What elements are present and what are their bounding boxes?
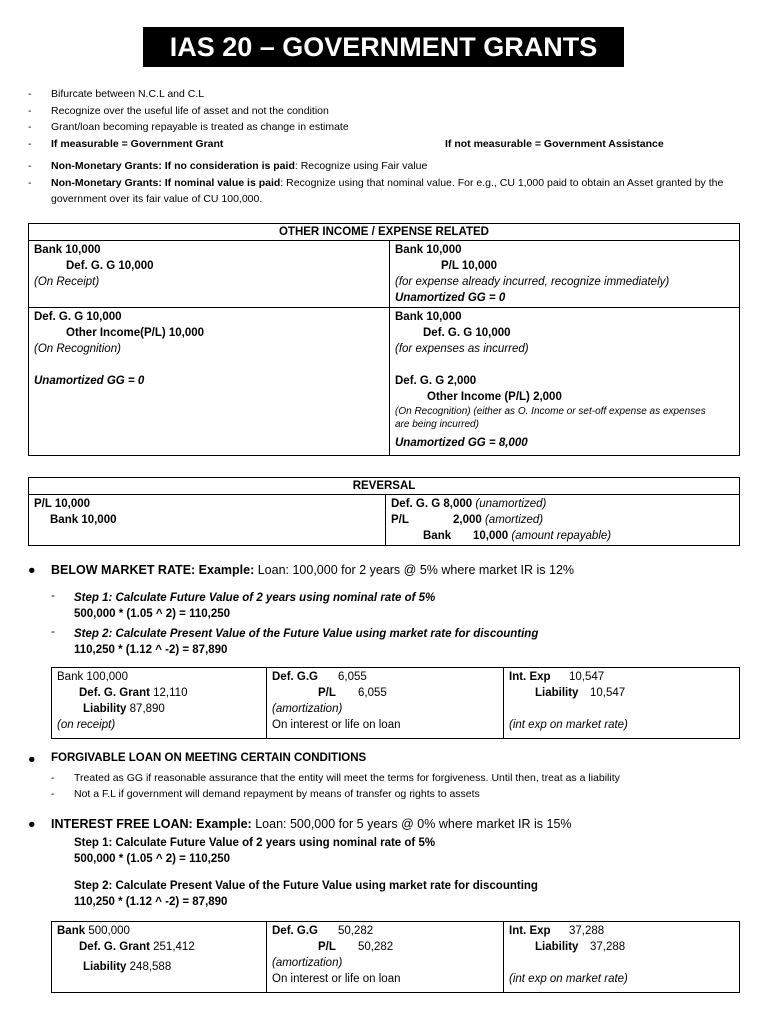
journal-line: Bank 10,000 xyxy=(50,514,117,526)
reversal-table xyxy=(28,477,740,546)
measurable-text: If measurable = Government Grant xyxy=(51,137,224,150)
step-calc: 500,000 * (1.05 ^ 2) = 110,250 xyxy=(74,853,231,865)
journal-line xyxy=(391,512,734,528)
table-cell xyxy=(390,241,740,308)
journal-note: (On Receipt) xyxy=(34,276,100,288)
table-cell xyxy=(52,668,267,739)
list-item: - Bifurcate between N.C.L and C.L xyxy=(28,86,738,103)
journal-account: Int. Exp xyxy=(509,671,551,683)
journal-amount: 50,282 xyxy=(338,925,374,937)
table-header: REVERSAL xyxy=(29,478,740,495)
dash-marker: - xyxy=(51,590,55,602)
journal-account: Liability xyxy=(83,703,127,715)
journal-amount: 10,547 xyxy=(569,671,605,683)
nonmonetary-list xyxy=(28,158,738,208)
unamortized-text: Unamortized GG = 8,000 xyxy=(395,437,528,449)
step-text: Step 2: Calculate Present Value of the Future Value using market rate for discounting xyxy=(74,880,538,892)
journal-amount: 50,282 xyxy=(358,941,394,953)
journal-line xyxy=(391,528,734,544)
journal-line xyxy=(57,923,261,939)
list-item xyxy=(28,136,738,153)
journal-note: (amortized) xyxy=(481,514,544,526)
heading-bold: INTEREST FREE LOAN: Example: xyxy=(51,817,252,831)
journal-line: Bank 10,000 xyxy=(395,311,462,323)
journal-note: (for expenses as incurred) xyxy=(395,343,529,355)
list-item-text: : Recognize using that nominal value. For e.g., CU 1,000 paid to obtain an Asset granted by the government over its fair value of CU 100,000. xyxy=(51,176,724,205)
section-heading xyxy=(51,563,574,577)
list-item-bold: Non-Monetary Grants: If nominal value is paid xyxy=(51,176,281,189)
table-cell xyxy=(267,668,504,739)
journal-line xyxy=(391,496,734,512)
list-item: - Not a F.L if government will demand repayment by means of transfer og rights to assets xyxy=(51,786,751,802)
journal-account: P/L xyxy=(318,687,336,699)
journal-amount: 10,547 xyxy=(590,687,626,699)
step-block xyxy=(51,590,435,622)
income-expense-table xyxy=(28,223,740,456)
heading-text: Loan: 500,000 for 5 years @ 0% where market IR is 15% xyxy=(251,817,572,831)
list-item-bold: Non-Monetary Grants: If no consideration is paid xyxy=(51,160,295,172)
journal-account: Liability xyxy=(535,687,579,699)
table-header: OTHER INCOME / EXPENSE RELATED xyxy=(29,224,740,241)
journal-line xyxy=(57,701,261,717)
list-item xyxy=(28,158,738,175)
dash-marker: - xyxy=(51,626,55,638)
journal-amount: 2,000 xyxy=(453,514,482,526)
below-market-journal-table xyxy=(51,667,740,739)
journal-line: Def. G. G 10,000 xyxy=(34,311,122,323)
journal-note: (amount repayable) xyxy=(508,530,612,542)
journal-line xyxy=(509,685,734,701)
journal-line xyxy=(509,939,734,955)
journal-line: Bank 100,000 xyxy=(57,671,128,683)
unamortized-text: Unamortized GG = 0 xyxy=(395,292,506,304)
step-text: Step 1: Calculate Future Value of 2 years using nominal rate of 5% xyxy=(74,837,436,849)
journal-line: Other Income(P/L) 10,000 xyxy=(66,327,205,339)
journal-account: Def. G.G xyxy=(272,671,319,683)
journal-amount: Def. G. G 8,000 xyxy=(391,498,473,510)
journal-note: (int exp on market rate) xyxy=(509,719,628,731)
journal-amount: 251,412 xyxy=(153,941,195,953)
journal-account: Bank xyxy=(57,925,86,937)
journal-amount: 37,288 xyxy=(590,941,626,953)
journal-note: (amortization) xyxy=(272,957,343,969)
journal-note: (amortization) xyxy=(272,703,343,715)
list-item: - Recognize over the useful life of asset and not the condition xyxy=(28,103,738,120)
table-cell xyxy=(29,308,390,456)
step-block xyxy=(74,878,538,910)
journal-account: Bank xyxy=(423,530,452,542)
table-cell xyxy=(504,922,740,993)
step-block xyxy=(74,835,435,867)
table-cell xyxy=(29,495,386,546)
journal-account: Def. G. Grant xyxy=(79,941,150,953)
forgivable-list xyxy=(51,770,751,802)
step-calc: 110,250 * (1.12 ^ -2) = 87,890 xyxy=(74,896,228,908)
journal-account: Int. Exp xyxy=(509,925,551,937)
section-heading: FORGIVABLE LOAN ON MEETING CERTAIN CONDITIONS xyxy=(51,752,367,764)
table-cell xyxy=(267,922,504,993)
section-heading xyxy=(51,817,572,831)
journal-note: (for expense already incurred, recognize immediately) xyxy=(395,276,670,288)
step-calc: 500,000 * (1.05 ^ 2) = 110,250 xyxy=(74,608,231,620)
journal-note: (on receipt) xyxy=(57,719,116,731)
heading-text: Loan: 100,000 for 2 years @ 5% where market IR is 12% xyxy=(254,563,575,577)
journal-note: (int exp on market rate) xyxy=(509,973,628,985)
journal-amount: 12,110 xyxy=(153,687,188,699)
list-item xyxy=(28,175,738,208)
journal-line: P/L 10,000 xyxy=(441,260,498,272)
journal-line: Bank 10,000 xyxy=(34,244,101,256)
intro-list xyxy=(28,86,738,152)
journal-line: Other Income (P/L) 2,000 xyxy=(427,391,562,403)
table-cell xyxy=(29,241,390,308)
journal-amount: 248,588 xyxy=(129,961,172,973)
journal-line xyxy=(57,939,261,955)
journal-amount: 6,055 xyxy=(338,671,367,683)
journal-line xyxy=(57,959,261,975)
journal-note: (On Recognition) xyxy=(34,343,121,355)
journal-line: Def. G. G 2,000 xyxy=(395,375,477,387)
list-item: - Grant/loan becoming repayable is treated as change in estimate xyxy=(28,119,738,136)
table-cell xyxy=(386,495,740,546)
journal-account: Liability xyxy=(83,961,127,973)
not-measurable-text: If not measurable = Government Assistance xyxy=(445,137,664,150)
journal-line: P/L 10,000 xyxy=(34,498,91,510)
unamortized-text: Unamortized GG = 0 xyxy=(34,375,145,387)
interest-free-journal-table xyxy=(51,921,740,993)
journal-account: Liability xyxy=(535,941,579,953)
step-calc: 110,250 * (1.12 ^ -2) = 87,890 xyxy=(74,644,228,656)
table-cell xyxy=(390,308,740,456)
journal-amount: 6,055 xyxy=(358,687,387,699)
journal-line: Bank 10,000 xyxy=(395,244,462,256)
journal-amount: 37,288 xyxy=(569,925,605,937)
journal-account: Def. G. Grant xyxy=(79,687,150,699)
journal-line: Def. G. G 10,000 xyxy=(66,260,154,272)
journal-line xyxy=(57,685,261,701)
journal-note: On interest or life on loan xyxy=(272,973,401,985)
bullet-icon: ● xyxy=(28,752,36,766)
journal-line xyxy=(509,923,734,939)
journal-account: P/L xyxy=(318,941,336,953)
spacer xyxy=(509,955,734,971)
page-title: IAS 20 – GOVERNMENT GRANTS xyxy=(143,27,624,67)
journal-amount: 10,000 xyxy=(473,530,509,542)
journal-amount: 87,890 xyxy=(129,703,165,715)
table-cell xyxy=(504,668,740,739)
journal-line xyxy=(272,669,498,685)
step-text: Step 2: Calculate Present Value of the Future Value using market rate for discounting xyxy=(74,628,539,640)
journal-line: Def. G. G 10,000 xyxy=(423,327,511,339)
journal-account: Def. G.G xyxy=(272,925,319,937)
journal-note: On interest or life on loan xyxy=(272,719,401,731)
table-cell xyxy=(52,922,267,993)
journal-note: (unamortized) xyxy=(472,498,547,510)
spacer xyxy=(509,701,734,717)
step-block xyxy=(51,626,538,658)
bullet-icon: ● xyxy=(28,817,36,831)
journal-line xyxy=(272,685,498,701)
journal-line xyxy=(272,923,498,939)
journal-account: P/L xyxy=(391,514,409,526)
step-text: Step 1: Calculate Future Value of 2 years using nominal rate of 5% xyxy=(74,592,436,604)
list-item-text: : Recognize using Fair value xyxy=(294,160,428,172)
bullet-icon: ● xyxy=(28,563,36,577)
journal-line xyxy=(272,939,498,955)
heading-bold: BELOW MARKET RATE: Example: xyxy=(51,563,255,577)
list-item: - Treated as GG if reasonable assurance that the entity will meet the terms for forgiveness. Until then, treat as a liability xyxy=(51,770,751,786)
journal-amount: 500,000 xyxy=(88,925,130,937)
journal-line xyxy=(509,669,734,685)
journal-note: (On Recognition) (either as O. Income or set-off expense as expenses are being incurred) xyxy=(395,406,706,430)
